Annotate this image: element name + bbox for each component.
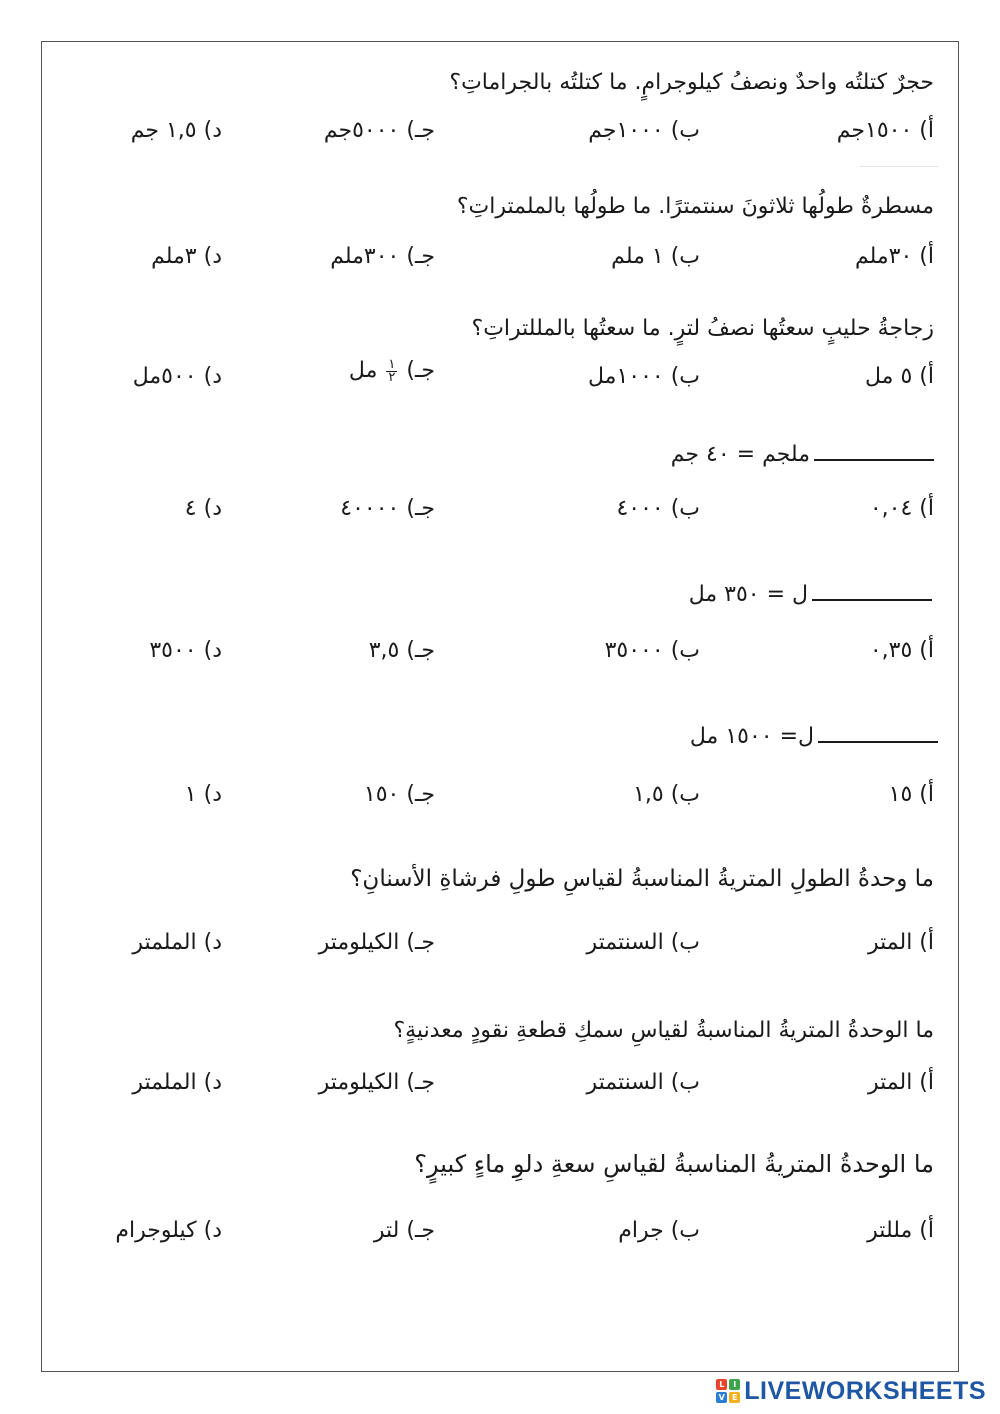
- q1-option-d[interactable]: د) ١,٥ جم: [130, 118, 222, 143]
- q1-option-c[interactable]: جـ) ٥٠٠٠جم: [323, 118, 435, 143]
- q1-option-b[interactable]: ب) ١٠٠٠جم: [588, 118, 700, 143]
- q8-option-b[interactable]: ب) السنتمتر: [586, 1070, 700, 1095]
- fraction-half: $\frac{١}{٢}$: [388, 356, 396, 385]
- q7-option-d[interactable]: د) الملمتر: [132, 930, 222, 955]
- q5-option-b[interactable]: ب) ٣٥٠٠٠: [604, 638, 700, 663]
- q6-option-c[interactable]: جـ) ١٥٠: [363, 782, 435, 807]
- q3-option-c[interactable]: [349, 358, 435, 384]
- question-3-text: زجاجةُ حليبٍ سعتُها نصفُ لترٍ. ما سعتُها بالمللتراتِ؟: [471, 316, 934, 341]
- q9-option-d[interactable]: د) كيلوجرام: [115, 1218, 222, 1243]
- q6-option-a[interactable]: أ) ١٥: [888, 782, 934, 807]
- brand-name: LIVEWORKSHEETS: [744, 1376, 986, 1405]
- q3-option-d[interactable]: د) ٥٠٠مل: [132, 364, 222, 389]
- q7-option-a[interactable]: أ) المتر: [868, 930, 934, 955]
- q4-option-c[interactable]: جـ) ٤٠٠٠٠: [340, 496, 435, 521]
- q3-option-a[interactable]: أ) ٥ مل: [865, 364, 934, 389]
- q2-option-d[interactable]: د) ٣ملم: [151, 244, 222, 269]
- answer-blank: [818, 740, 938, 743]
- q2-option-a[interactable]: أ) ٣٠ملم: [854, 244, 934, 269]
- q3-option-b[interactable]: ب) ١٠٠٠مل: [587, 364, 700, 389]
- question-4-text: ملجم = ٤٠ جم: [671, 442, 934, 467]
- q2-option-b[interactable]: ب) ١ ملم: [611, 244, 700, 269]
- q8-option-c[interactable]: جـ) الكيلومتر: [318, 1070, 435, 1095]
- question-5-text: ل = ٣٥٠ مل: [689, 582, 932, 607]
- q9-option-b[interactable]: ب) جرام: [618, 1218, 700, 1243]
- q4-option-b[interactable]: ب) ٤٠٠٠: [616, 496, 700, 521]
- q4-option-d[interactable]: د) ٤: [184, 496, 222, 521]
- q2-option-c[interactable]: جـ) ٣٠٠ملم: [330, 244, 435, 269]
- q7-option-b[interactable]: ب) السنتمتر: [586, 930, 700, 955]
- q9-option-c[interactable]: جـ) لتر: [373, 1218, 435, 1243]
- q9-option-a[interactable]: أ) مللتر: [867, 1218, 934, 1243]
- q1-option-a[interactable]: أ) ١٥٠٠جم: [836, 118, 934, 143]
- q3-option-c-unit: مل: [348, 358, 378, 383]
- question-7-text: ما وحدةُ الطولِ المتريةُ المناسبةُ لقياسِ طولِ فرشاةِ الأسنانِ؟: [350, 866, 934, 892]
- question-1-text: حجرٌ كتلتُه واحدٌ ونصفُ كيلوجرامٍ. ما كتلتُه بالجراماتِ؟: [449, 70, 934, 95]
- answer-blank: [814, 458, 934, 461]
- q5-option-d[interactable]: د) ٣٥٠٠: [149, 638, 222, 663]
- divider-line: [860, 166, 938, 167]
- q4-option-a[interactable]: أ) ٠,٠٤: [869, 496, 934, 521]
- q5-option-a[interactable]: أ) ٠,٣٥: [869, 638, 934, 663]
- question-2-text: مسطرةٌ طولُها ثلاثونَ سنتمترًا. ما طولُها بالملمتراتِ؟: [456, 194, 934, 219]
- answer-blank: [812, 598, 932, 601]
- q3-option-c-label: جـ): [406, 358, 435, 383]
- liveworksheets-logo-icon: L I V E: [716, 1379, 740, 1403]
- question-6-text: ل= ١٥٠٠ مل: [690, 724, 938, 749]
- q8-option-a[interactable]: أ) المتر: [868, 1070, 934, 1095]
- q6-option-b[interactable]: ب) ١,٥: [633, 782, 700, 807]
- question-8-text: ما الوحدةُ المتريةُ المناسبةُ لقياسِ سمكِ قطعةِ نقودٍ معدنيةٍ؟: [393, 1018, 934, 1043]
- q5-option-c[interactable]: جـ) ٣,٥: [368, 638, 435, 663]
- question-9-text: ما الوحدةُ المتريةُ المناسبةُ لقياسِ سعةِ دلوِ ماءٍ كبيرٍ؟: [414, 1150, 934, 1178]
- q7-option-c[interactable]: جـ) الكيلومتر: [318, 930, 435, 955]
- liveworksheets-brand[interactable]: [716, 1376, 986, 1406]
- q6-option-d[interactable]: د) ١: [184, 782, 222, 807]
- q8-option-d[interactable]: د) الملمتر: [132, 1070, 222, 1095]
